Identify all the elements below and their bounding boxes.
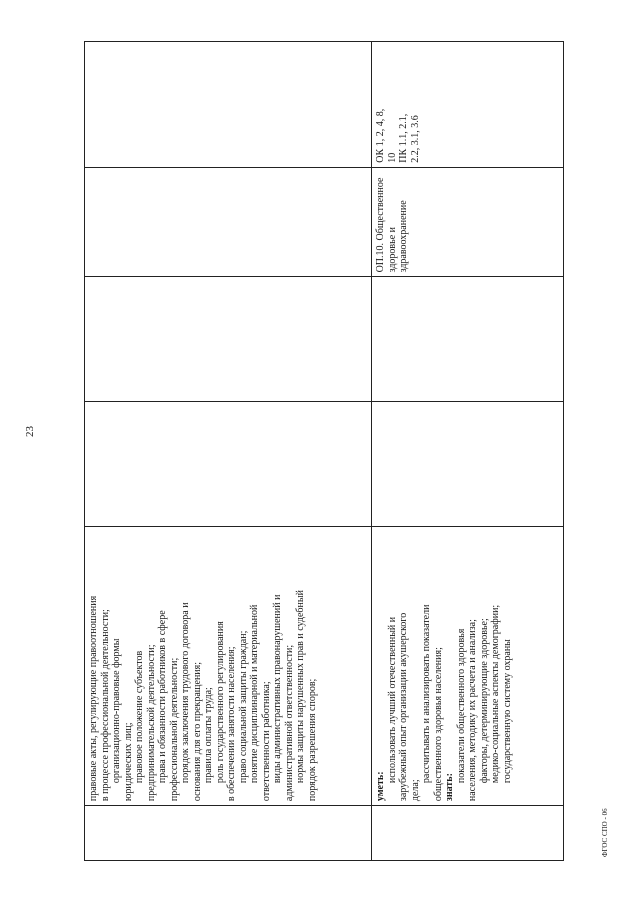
table-cell-competencies [85,42,371,167]
table-row [85,42,372,860]
competency-line: 10 [386,152,398,163]
table-cell-hours-class [85,276,371,401]
content-line: предпринимательской деятельности; [145,644,157,802]
table-cell-hours-class [372,276,563,401]
content-line: право социальной защиты граждан; [237,630,249,784]
content-line: знать: [444,773,455,802]
content-line: государственную систему охраны [501,639,513,784]
content-line: уметь: [375,771,386,802]
table-cell-hours-max [372,401,563,526]
content-line: юридических лиц; [122,722,134,802]
content-line: понятие дисциплинарной и материальной [249,604,260,784]
content-line: факторы, детерминирующие здоровье; [478,618,490,784]
discipline-line: ОП.10. Общественное [375,177,386,273]
content-line: административной ответственности; [283,644,295,802]
page-number: 23 [24,426,36,437]
table-row [372,42,563,860]
content-line: виды административных правонарушений и [272,594,283,784]
table-cell-index [85,805,371,860]
content-line: роль государственного регулирования [214,621,226,784]
content-line: правовые акты, регулирующие правоотношения [88,595,99,802]
content-line: профессиональной деятельности; [168,657,180,802]
content-line: ответственности работника; [260,681,272,802]
content-line: медико-социальные аспекты демографии; [490,604,501,784]
content-line: правовое положение субъектов [134,650,145,784]
content-line: использовать лучший отечественный и [386,616,398,784]
table-cell-competencies [372,42,563,167]
table-cell-hours-max [85,401,371,526]
content-line: населения, методику их расчета и анализа; [467,619,478,802]
competency-line: 2.2, 3.1, 3.6 [409,115,421,163]
table-cell-content [85,526,371,805]
content-line: порядок заключения трудового договора и [180,602,191,784]
content-line: порядок разрешения споров; [306,678,318,802]
content-line: в обеспечении занятости населения; [226,646,237,802]
competency-table [84,41,564,861]
content-line: общественного здоровья населения; [432,647,444,802]
footer-code: ФГОС СПО - 06 [601,808,609,857]
content-line: в процессе профессиональной деятельности; [99,609,111,802]
content-line: права и обязанности работников в сфере [157,610,168,784]
competency-line: ОК 1, 2, 4, 8, [375,108,386,163]
content-line: правила оплаты труда; [203,687,214,784]
table-cell-content [372,526,563,805]
discipline-line: здоровье и [386,226,398,273]
content-line: нормы защиты нарушенных прав и судебный [295,590,306,784]
content-line: основания для его прекращения; [191,661,203,802]
table-cell-discipline [85,167,371,277]
competency-line: ПК 1.1, 2.1, [398,113,409,163]
discipline-line: здравоохранение [398,200,409,273]
content-line: организационно-правовые формы [111,638,122,784]
table-cell-index [372,805,563,860]
content-line: зарубежный опыт организации акушерского [398,612,409,802]
content-line: дела; [409,779,421,802]
content-line: рассчитывать и анализировать показатели [421,604,432,784]
content-line: показатели общественного здоровья [455,628,467,784]
table-cell-discipline [372,167,563,277]
